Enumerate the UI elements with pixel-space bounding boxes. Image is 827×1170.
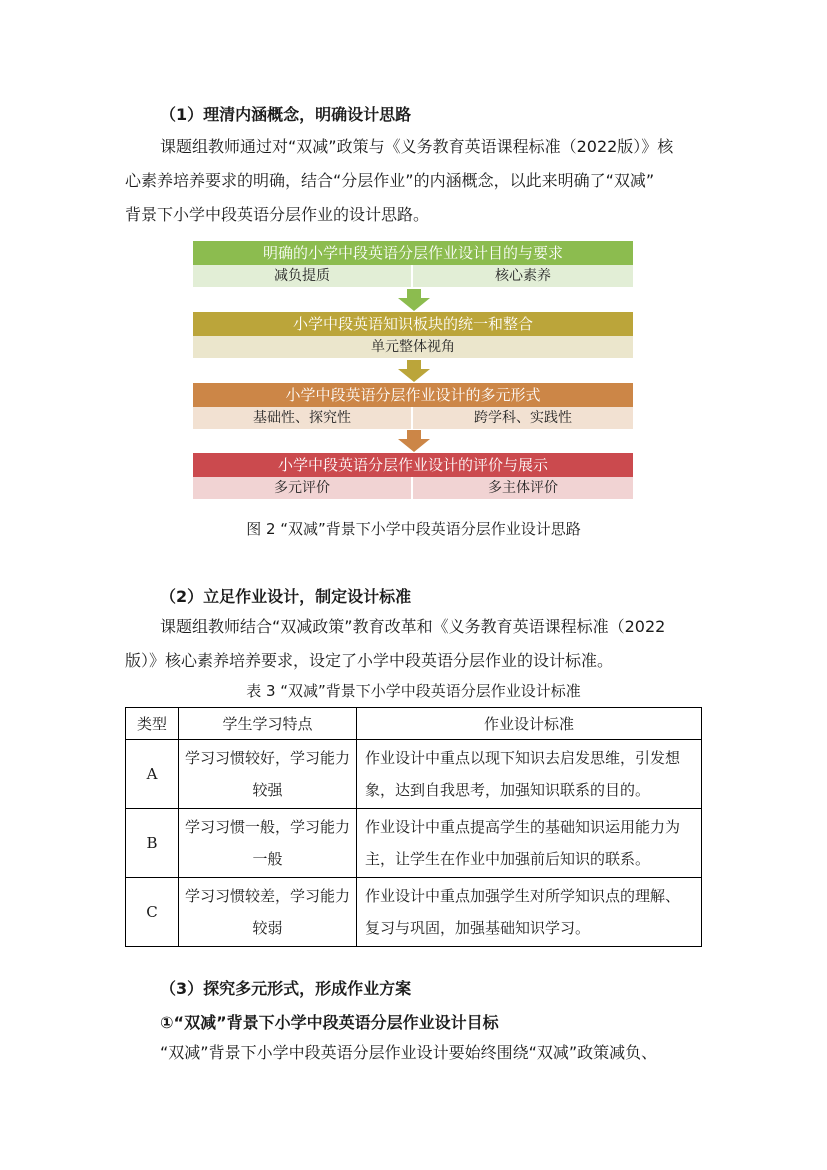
flow-arrow-down-icon [398,360,430,382]
flow-arrow-down-icon [398,430,430,452]
section2-heading: （2）立足作业设计，制定设计标准 [160,587,412,606]
table-cell-standard: 作业设计中重点提高学生的基础知识运用能力为主，让学生在作业中加强前后知识的联系。 [357,809,702,878]
section2-para-line1: 课题组教师结合“双减政策”教育改革和《义务教育英语课程标准（2022 [160,617,666,636]
section1-heading: （1）理清内涵概念，明确设计思路 [160,105,412,124]
standards-table [125,707,702,947]
table-cell-trait: 学习习惯一般，学习能力一般 [179,809,357,878]
table-caption: 表 3 “双减”背景下小学中段英语分层作业设计标准 [246,682,581,700]
section3-heading: （3）探究多元形式，形成作业方案 [160,979,412,998]
table-header-type: 类型 [126,708,179,740]
flowchart-stage3-title: 小学中段英语分层作业设计的多元形式 [193,383,633,407]
section2-para-line2: 版）》核心素养培养要求，设定了小学中段英语分层作业的设计标准。 [125,651,614,670]
flowchart-stage4-title: 小学中段英语分层作业设计的评价与展示 [193,453,633,477]
table-row [126,809,702,878]
table-cell-trait: 学习习惯较好，学习能力较强 [179,740,357,809]
flowchart-stage1-right: 核心素养 [413,265,633,287]
section1-para-line3: 背景下小学中段英语分层作业的设计思路。 [125,205,430,224]
table-header-standard: 作业设计标准 [357,708,702,740]
flowchart-stage1-left: 减负提质 [193,265,411,287]
table-cell-type: A [126,740,179,809]
table-header-trait: 学生学习特点 [179,708,357,740]
table-cell-standard: 作业设计中重点加强学生对所学知识点的理解、复习与巩固，加强基础知识学习。 [357,878,702,947]
section1-para-line1: 课题组教师通过对“双减”政策与《义务教育英语课程标准（2022版）》核 [160,137,674,156]
table-row [126,740,702,809]
table-row [126,878,702,947]
flowchart-stage3-left: 基础性、探究性 [193,407,411,429]
flowchart-stage2-single: 单元整体视角 [193,336,633,358]
section3-para-line1: “双减”背景下小学中段英语分层作业设计要始终围绕“双减”政策减负、 [160,1043,658,1062]
section3-subheading: ①“双减”背景下小学中段英语分层作业设计目标 [160,1013,499,1032]
flowchart-stage4-right: 多主体评价 [413,477,633,499]
flow-arrow-down-icon [398,289,430,311]
flowchart-stage3-right: 跨学科、实践性 [413,407,633,429]
table-cell-type: B [126,809,179,878]
flowchart-stage1-title: 明确的小学中段英语分层作业设计目的与要求 [193,241,633,265]
table-cell-type: C [126,878,179,947]
flowchart-stage2-title: 小学中段英语知识板块的统一和整合 [193,312,633,336]
table-cell-trait: 学习习惯较差，学习能力较弱 [179,878,357,947]
flowchart-stage4-left: 多元评价 [193,477,411,499]
section1-para-line2: 心素养培养要求的明确，结合“分层作业”的内涵概念，以此来明确了“双减” [125,171,655,190]
figure-caption: 图 2 “双减”背景下小学中段英语分层作业设计思路 [246,520,581,538]
table-header-row [126,708,702,740]
table-cell-standard: 作业设计中重点以现下知识去启发思维，引发想象，达到自我思考，加强知识联系的目的。 [357,740,702,809]
